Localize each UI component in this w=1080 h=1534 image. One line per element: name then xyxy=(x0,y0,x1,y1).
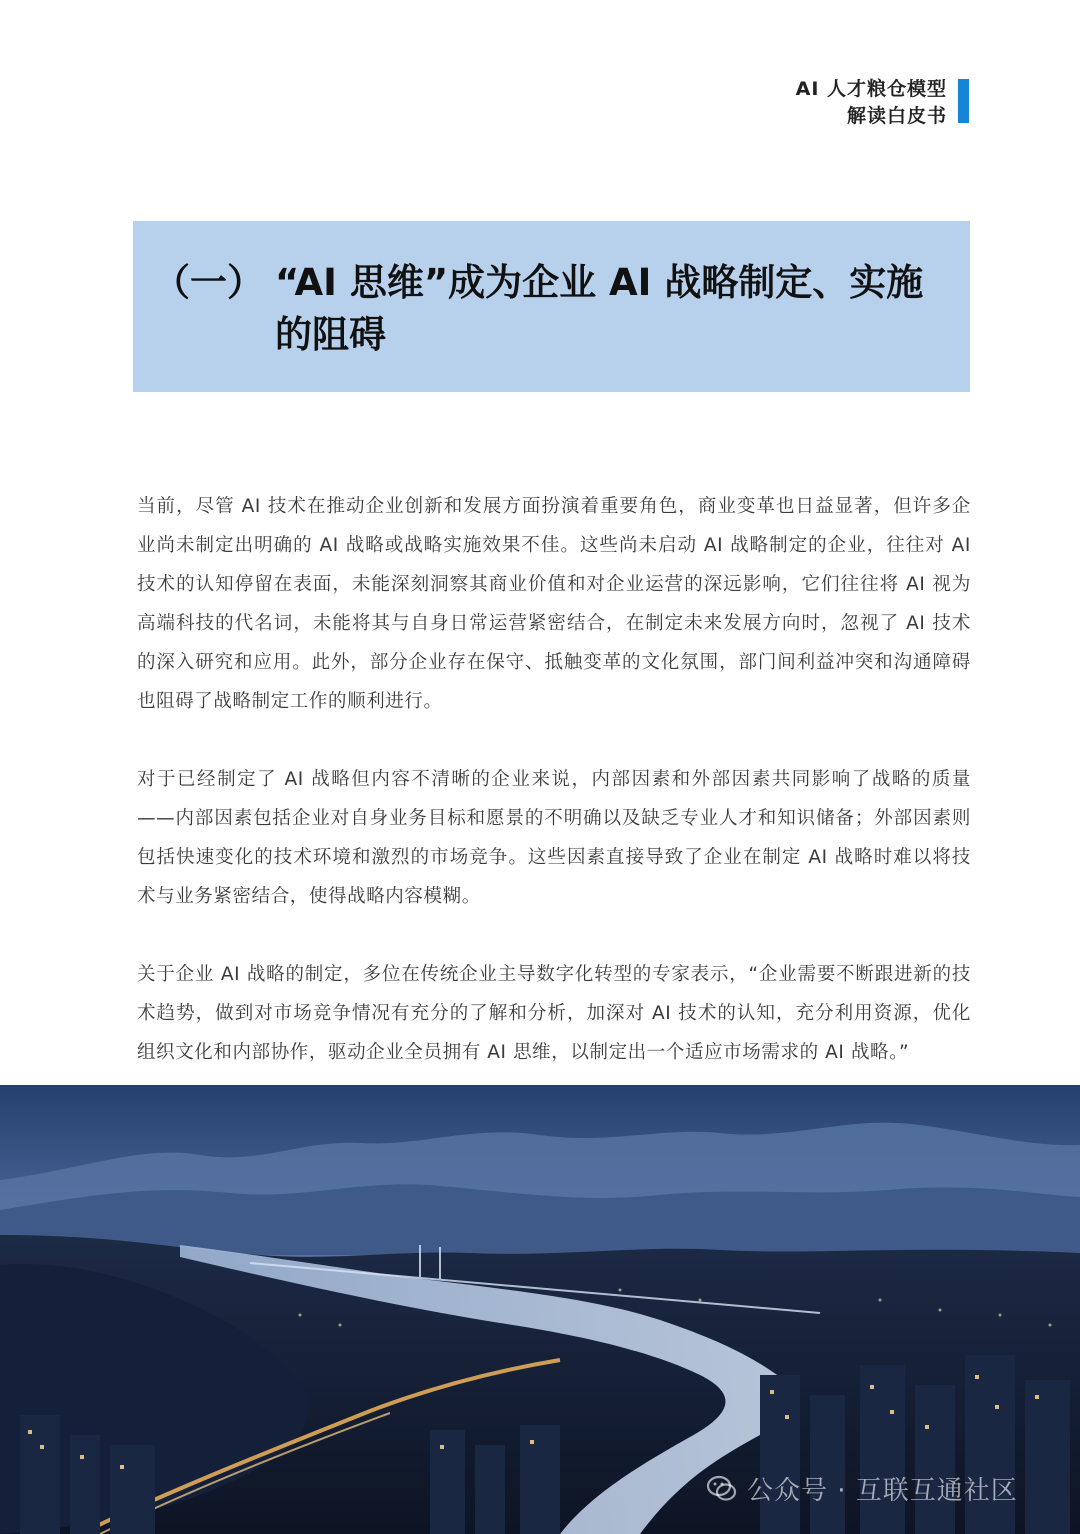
section-number: （一） xyxy=(153,261,264,304)
watermark xyxy=(705,1470,1018,1507)
header-line-1: AI 人才粮仓模型 xyxy=(795,78,947,100)
running-header xyxy=(796,76,947,130)
section-title: “AI 思维”成为企业 AI 战略制定、实施的阻碍 xyxy=(275,261,924,356)
paragraph-3: 关于企业 AI 战略的制定，多位在传统企业主导数字化转型的专家表示，“企业需要不断跟进新的技术趋势，做到对市场竞争情况有充分的了解和分析，加深对 AI 技术的认知，充分利用资源，优化组织文化和内部协作，驱动企业全员拥有 AI 思维，以制定出一个适应市场需求的 AI 战略。” xyxy=(137,964,971,1063)
watermark-text: 公众号 · 互联互通社区 xyxy=(747,1476,1018,1506)
body-text xyxy=(137,487,971,1111)
wechat-icon xyxy=(705,1472,739,1506)
section-heading-box xyxy=(133,221,970,392)
paragraph-2: 对于已经制定了 AI 战略但内容不清晰的企业来说，内部因素和外部因素共同影响了战略的质量——内部因素包括企业对自身业务目标和愿景的不明确以及缺乏专业人才和知识储备；外部因素则包括快速变化的技术环境和激烈的市场竞争。这些因素直接导致了企业在制定 AI 战略时难以将技术与业务紧密结合，使得战略内容模糊。 xyxy=(137,769,971,907)
paragraph-1: 当前，尽管 AI 技术在推动企业创新和发展方面扮演着重要角色，商业变革也日益显著，但许多企业尚未制定出明确的 AI 战略或战略实施效果不佳。这些尚未启动 AI 战略制定的企业，往往对 AI 技术的认知停留在表面，未能深刻洞察其商业价值和对企业运营的深远影响，它们往往将 AI 视为高端科技的代名词，未能将其与自身日常运营紧密结合，在制定未来发展方向时，忽视了 AI 技术的深入研究和应用。此外，部分企业存在保守、抵触变革的文化氛围，部门间利益冲突和沟通障碍也阻碍了战略制定工作的顺利进行。 xyxy=(137,496,971,712)
header-accent-bar xyxy=(958,79,969,123)
header-line-2: 解读白皮书 xyxy=(846,105,947,127)
city-night-image xyxy=(0,1085,1080,1534)
